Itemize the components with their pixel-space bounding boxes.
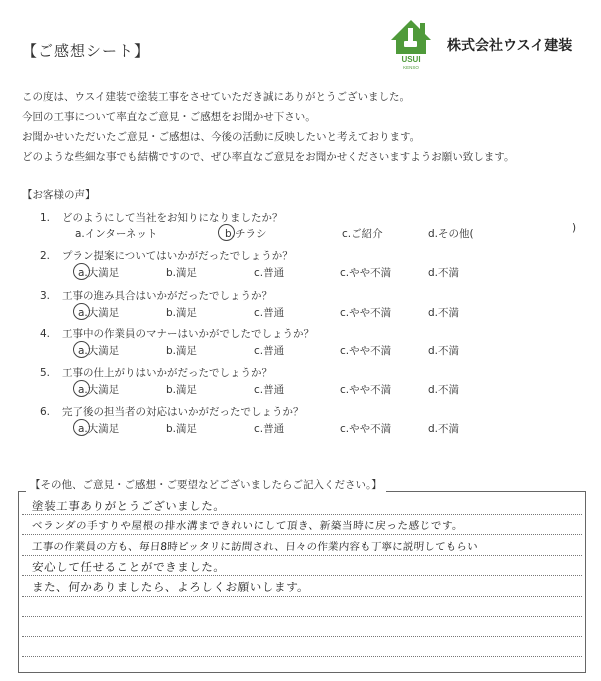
comment-label: 【その他、ご意見・ご感想・ご要望などございましたらご記入ください。】 [26,477,386,492]
ruled-line [22,636,582,637]
handwritten-comment-line: ベランダの手すりや屋根の排水溝まできれいにして頂き、新築当時に戻った感じです。 [31,520,464,532]
handwritten-comment-line: 工事の作業員の方も、毎日8時ピッタリに訪問され、日々の作業内容も丁寧に説明してもらい [31,541,479,553]
question-2 [40,248,293,263]
option-c[interactable]: c.普通 [254,384,285,396]
option-c[interactable]: c.普通 [254,345,285,357]
option-a[interactable]: a.大満足 [78,345,120,357]
company-logo [387,16,435,70]
intro-line: お聞かせいただいたご意見・ご感想は、今後の活動に反映したいと考えております。 [22,131,421,143]
question-number: 6. [40,406,51,418]
question-text: 完了後の担当者の対応はいかがだったでしょうか？ [62,406,304,418]
question-3 [40,288,272,303]
option-a[interactable]: a.大満足 [78,384,120,396]
option-b[interactable]: b.満足 [166,423,198,435]
ruled-line [22,555,582,556]
other-paren-close: ) [572,222,577,234]
option-b[interactable]: b.チラシ [225,228,267,240]
option-e[interactable]: d.不満 [428,267,460,279]
question-5 [40,365,272,380]
question-number: 2. [40,250,51,262]
question-1 [40,210,283,225]
option-b[interactable]: b.満足 [166,384,198,396]
ruled-line [22,534,582,535]
option-a[interactable]: a.インターネット [75,228,158,240]
option-e[interactable]: d.不満 [428,345,460,357]
ruled-line [22,596,582,597]
question-text: 工事の仕上がりはいかがだったでしょうか？ [62,367,272,379]
option-e[interactable]: d.不満 [428,423,460,435]
option-d[interactable]: c.やや不満 [340,267,392,279]
option-d[interactable]: c.やや不満 [340,345,392,357]
logo-text: USUI [401,55,421,64]
option-a[interactable]: a.大満足 [78,423,120,435]
option-c[interactable]: c.ご紹介 [342,228,383,240]
ruled-line [22,575,582,576]
customer-voice-heading: 【お客様の声】 [22,189,96,201]
page-title: 【ご感想シート】 [22,42,151,60]
ruled-line [22,656,582,657]
ruled-line [22,616,582,617]
handwritten-comment-line: 安心して任せることができました。 [31,560,227,574]
question-number: 3. [40,290,51,302]
option-d[interactable]: c.やや不満 [340,307,392,319]
option-d[interactable]: d.その他( [428,228,474,240]
question-number: 1. [40,212,51,224]
intro-line: この度は、ウスイ建装で塗装工事をさせていただき誠にありがとうございました。 [22,91,410,103]
option-e[interactable]: d.不満 [428,307,460,319]
option-b[interactable]: b.満足 [166,267,198,279]
logo-subtext: KENSO [403,65,419,70]
option-c[interactable]: c.普通 [254,423,285,435]
question-6 [40,404,304,419]
question-text: どのようにして当社をお知りになりましたか？ [62,212,283,224]
question-4 [40,326,314,341]
option-c[interactable]: c.普通 [254,267,285,279]
option-b[interactable]: b.満足 [166,345,198,357]
option-d[interactable]: c.やや不満 [340,423,392,435]
option-a[interactable]: a.大満足 [78,267,120,279]
option-c[interactable]: c.普通 [254,307,285,319]
handwritten-comment-line: また、何かありましたら、よろしくお願いします。 [31,580,310,594]
question-number: 5. [40,367,51,379]
question-text: 工事中の作業員のマナーはいかがでしたでしょうか？ [62,328,314,340]
intro-line: 今回の工事について率直なご意見・ご感想をお聞かせ下さい。 [22,111,316,123]
question-text: 工事の進み具合はいかがだったでしょうか？ [62,290,272,302]
handwritten-comment-line: 塗装工事ありがとうございました。 [31,499,227,513]
option-a[interactable]: a.大満足 [78,307,120,319]
question-text: プラン提案についてはいかがだったでしょうか？ [62,250,293,262]
question-number: 4. [40,328,51,340]
company-name: 株式会社ウスイ建装 [447,38,573,54]
option-b[interactable]: b.満足 [166,307,198,319]
ruled-line [22,514,582,515]
intro-line: どのような些細な事でも結構ですので、ぜひ率直なご意見をお聞かせくださいますようお願い致します。 [22,151,515,163]
option-d[interactable]: c.やや不満 [340,384,392,396]
option-e[interactable]: d.不満 [428,384,460,396]
